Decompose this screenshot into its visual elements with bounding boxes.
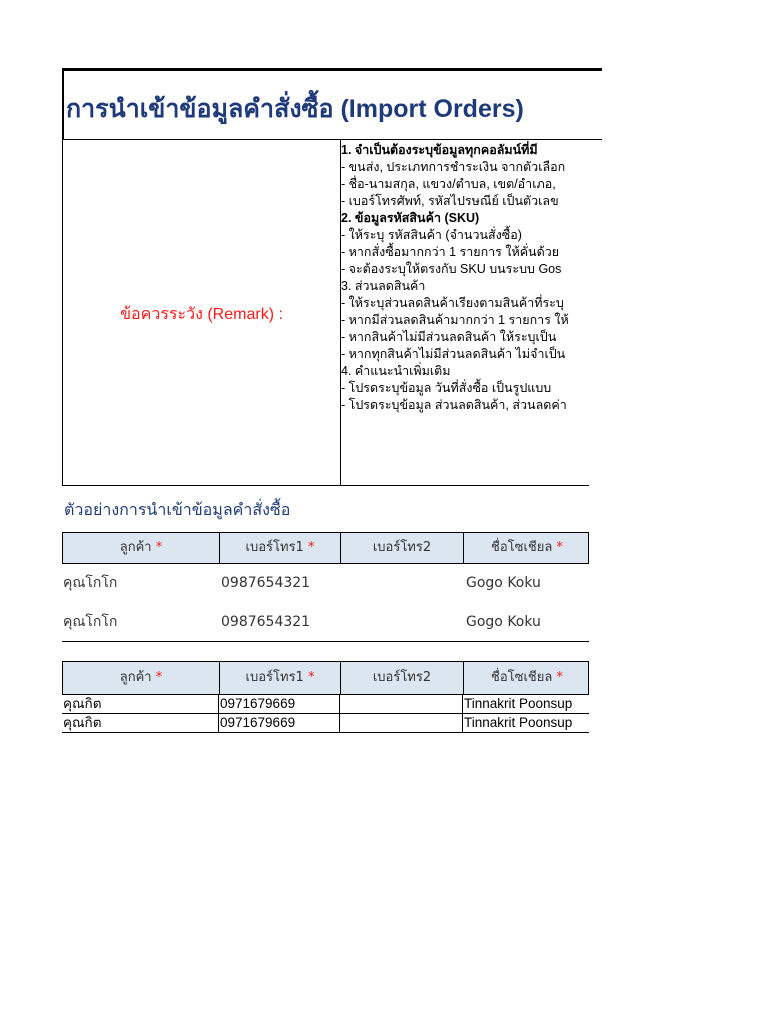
cell-social-name[interactable]: Gogo Koku (466, 614, 541, 630)
remark-body-cell[interactable] (341, 140, 589, 486)
cell-phone2[interactable] (340, 714, 463, 732)
table-row (62, 603, 589, 642)
remark-line: 4. คำแนะนำเพิ่มเติม (341, 364, 451, 378)
cell-social-name[interactable]: Tinnakrit Poonsup (464, 696, 573, 711)
required-star: * (155, 670, 163, 685)
remark-line: - หากสินค้าไม่มีส่วนลดสินค้า ให้ระบุเป็น (341, 330, 557, 344)
title-cell[interactable] (62, 68, 602, 140)
col-header-social-name[interactable]: ชื่อโซเชียล * (491, 540, 563, 555)
cell-phone1[interactable]: 0971679669 (219, 695, 340, 713)
page-title: การนำเข้าข้อมูลคำสั่งซื้อ (Import Orders) (66, 95, 524, 123)
required-star: * (556, 540, 563, 555)
col-header-phone1[interactable]: เบอร์โทร1 * (220, 533, 341, 563)
cell-customer[interactable]: คุณกิต (62, 714, 219, 732)
remark-label-cell[interactable] (62, 140, 341, 486)
remark-line: - โปรดระบุข้อมูล วันที่สั่งซื้อ เป็นรูปแบบ (341, 381, 552, 395)
col-header-phone1[interactable]: เบอร์โทร1 * (220, 662, 341, 694)
cell-phone1[interactable]: 0971679669 (219, 714, 340, 732)
remark-line: - หากมีส่วนลดสินค้ามากกว่า 1 รายการ ให้ (341, 313, 569, 327)
cell-phone1[interactable]: 0987654321 (221, 575, 311, 591)
cell-phone1[interactable]: 0987654321 (221, 614, 311, 630)
table-bottom-border (62, 641, 589, 642)
cell-customer[interactable]: คุณโกโก (63, 575, 118, 591)
col-header-phone2[interactable]: เบอร์โทร2 (341, 533, 464, 563)
col-header-social-name[interactable]: ชื่อโซเชียล * (491, 670, 563, 685)
remark-line: 2. ข้อมูลรหัสสินค้า (SKU) (341, 211, 480, 225)
required-star: * (155, 540, 163, 555)
cell-customer[interactable]: คุณกิต (62, 695, 219, 713)
table-header-row (62, 661, 589, 695)
cell-social-name[interactable]: Tinnakrit Poonsup (464, 715, 573, 730)
table-row (62, 564, 589, 603)
col-header-customer[interactable]: ลูกค้า * (63, 662, 220, 694)
cell-customer[interactable]: คุณโกโก (63, 614, 118, 630)
cell-phone2[interactable] (340, 603, 464, 642)
cell-social-name[interactable]: Gogo Koku (466, 575, 541, 591)
remark-label: ข้อควรระวัง (Remark) : (120, 306, 283, 323)
remark-line: 3. ส่วนลดสินค้า (341, 279, 426, 293)
remark-line: - ให้ระบุ รหัสสินค้า (จำนวนสั่งซื้อ) (341, 228, 522, 242)
cell-phone2[interactable] (340, 695, 463, 713)
col-header-phone2[interactable]: เบอร์โทร2 (341, 662, 464, 694)
remark-line: 1. จำเป็นต้องระบุข้อมูลทุกคอลัมน์ที่มี (341, 143, 538, 157)
remark-line: - หากทุกสินค้าไม่มีส่วนลดสินค้า ไม่จำเป็น (341, 347, 566, 361)
table-row (62, 714, 589, 733)
remark-line: - เบอร์โทรศัพท์, รหัสไปรษณีย์ เป็นตัวเลข (341, 194, 559, 208)
remark-line: - ให้ระบุส่วนลดสินค้าเรียงตามสินค้าที่ระบุ (341, 296, 564, 310)
example-heading: ตัวอย่างการนำเข้าข้อมูลคำสั่งซื้อ (64, 500, 291, 519)
example-table-1 (62, 532, 589, 642)
required-star: * (307, 670, 315, 685)
remark-line: - หากสั่งซื้อมากกว่า 1 รายการ ให้คั่นด้วย (341, 245, 560, 259)
remark-line: - ชื่อ-นามสกุล, แขวง/ตำบล, เขต/อำเภอ, (341, 177, 556, 191)
remark-line: - ขนส่ง, ประเภทการชำระเงิน จากตัวเลือก (341, 160, 566, 174)
cell-phone2[interactable] (340, 564, 464, 603)
table-row (62, 695, 589, 714)
remark-line: - จะต้องระบุให้ตรงกับ SKU บนระบบ Gos (341, 262, 562, 276)
col-header-customer[interactable]: ลูกค้า * (63, 533, 220, 563)
required-star: * (556, 670, 563, 685)
remark-line: - โปรดระบุข้อมูล ส่วนลดสินค้า, ส่วนลดค่า (341, 398, 567, 412)
remark-lines (341, 142, 589, 414)
table-header-row (62, 532, 589, 564)
required-star: * (307, 540, 315, 555)
example-table-2 (62, 661, 589, 733)
